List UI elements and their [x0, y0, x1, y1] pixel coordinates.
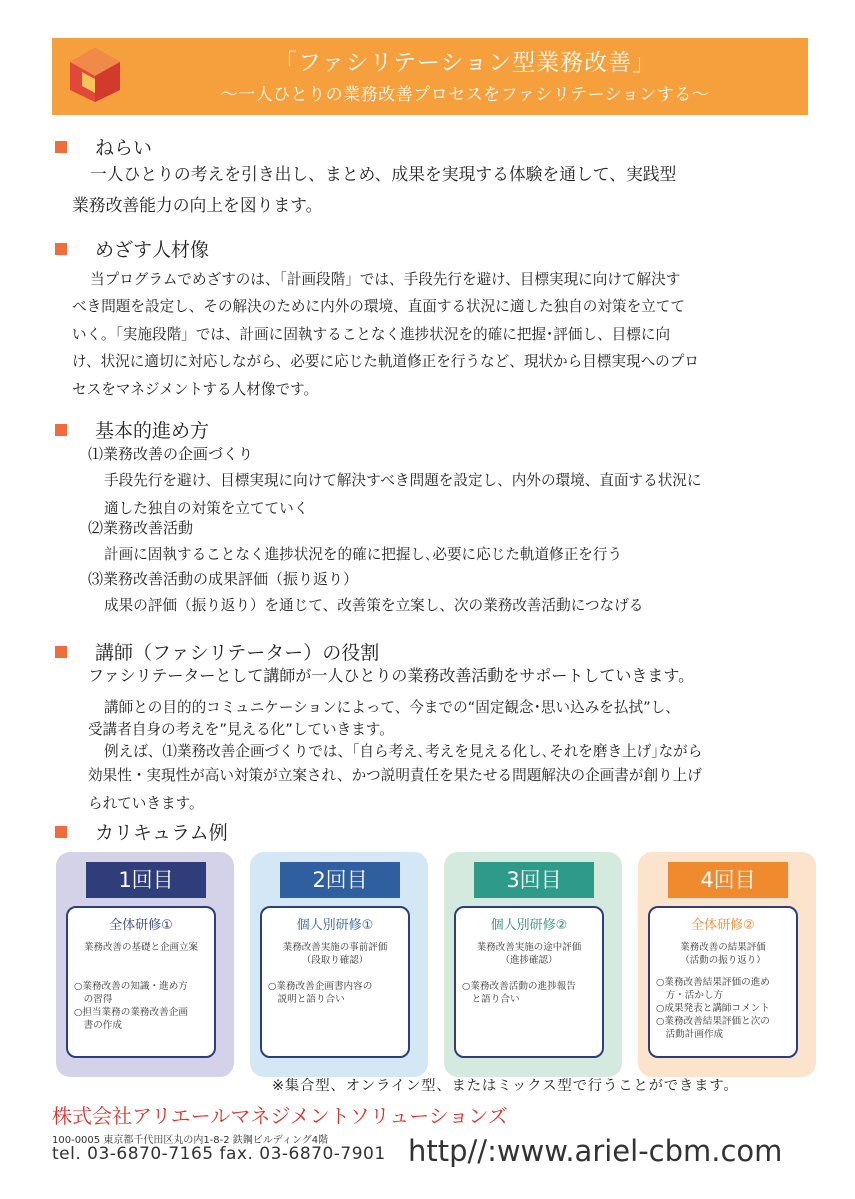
section-heading-aim: ねらい	[55, 133, 152, 160]
list-item: ○業務改善結果評価の進め 方・活かし方	[656, 977, 770, 1001]
page-subtitle: 〜一人ひとりの業務改善プロセスをファシリテーションする〜	[220, 85, 710, 105]
curriculum-box-1	[66, 906, 216, 1058]
curriculum-items-3	[462, 980, 604, 1006]
curriculum-subtitle-2: 業務改善実施の事前評価 （段取り確認）	[282, 942, 388, 966]
aim-text-2: 業務改善能力の向上を図ります。	[72, 195, 323, 215]
list-item: ○担当業務の業務改善企画 書の作成	[74, 1007, 188, 1031]
role-text-4: 効果性・実現性が高い対策が立案され、かつ説明責任を果たせる問題解決の企画書が創り上げ られていきます。	[88, 767, 702, 812]
company-logo-icon	[68, 46, 122, 104]
method-item-1-label: ⑴業務改善の企画づくり	[88, 445, 254, 463]
list-item: ○業務改善活動の進捗報告 と語り合い	[462, 981, 576, 1005]
company-name: 株式会社アリエールマネジメントソリューションズ	[52, 1104, 508, 1128]
curriculum-title-1: 全体研修①	[109, 918, 173, 933]
curriculum-round-2: 2回目	[280, 862, 400, 898]
target-text-first: 当プログラムでめざすのは、「計画段階」では、手段先行を避け、目標実現に向けて解決す	[90, 271, 681, 288]
page-title: 「ファシリテーション型業務改善」	[273, 50, 657, 76]
curriculum-box-3	[454, 906, 604, 1058]
bullet-square-icon	[55, 646, 67, 658]
curriculum-subtitle-1: 業務改善の基礎と企画立案	[83, 942, 198, 953]
curriculum-items-2	[268, 980, 410, 1006]
company-url-link[interactable]: http//:www.ariel-cbm.com	[408, 1134, 783, 1168]
role-text-3: 例えば、⑴業務改善企画づくりでは、｢自ら考え､考えを見える化し､それを磨き上げ｣ながら	[104, 743, 703, 760]
curriculum-subtitle-3: 業務改善実施の途中評価 （進捗確認）	[476, 942, 582, 966]
curriculum-title-4: 全体研修②	[691, 918, 755, 933]
bullet-square-icon	[55, 826, 67, 838]
method-item-3-label: ⑶業務改善活動の成果評価（振り返り）	[88, 570, 359, 588]
method-item-2-label: ⑵業務改善活動	[88, 519, 194, 537]
bullet-square-icon	[55, 141, 67, 153]
company-phone-fax: tel. 03-6870-7165 fax. 03-6870-7901	[52, 1144, 386, 1164]
role-text-1: 講師との目的的コミュニケーションによって、今までの“固定観念･思い込みを払拭”し、	[104, 699, 680, 716]
list-item: ○業務改善結果評価と次の 活動計画作成	[656, 1016, 770, 1040]
list-item: ○業務改善企画書内容の 説明と語り合い	[268, 981, 373, 1005]
curriculum-box-4	[648, 906, 798, 1058]
curriculum-round-3: 3回目	[474, 862, 594, 898]
bullet-square-icon	[55, 424, 67, 436]
aim-text: 一人ひとりの考えを引き出し、まとめ、成果を実現する体験を通して、実践型	[90, 164, 677, 184]
role-text-2: 受講者自身の考えを”見える化”していきます。	[88, 721, 394, 738]
method-item-3-text: 成果の評価（振り返り）を通じて、改善策を立案し、次の業務改善活動につなげる	[104, 597, 644, 614]
role-lead: ファシリテーターとして講師が一人ひとりの業務改善活動をサポートしていきます。	[88, 666, 695, 685]
list-item: ○成果発表と講師コメント	[656, 1003, 770, 1014]
bullet-square-icon	[55, 243, 67, 255]
section-heading-role: 講師（ファシリテーター）の役割	[55, 638, 379, 665]
target-text: べき問題を設定し、その解決のために内外の環境、直面する状況に適した独自の対策を立てて いく。「実施段階」では、計画に固執することなく進捗状況を的確に把握･評価し、目標に向 け、状況に適切に対応しながら、必要に応じた軌道修正を行うなど、現状から目標実現へのプロ セスをマネジメントする人材像です。	[72, 298, 699, 398]
section-heading-target: めざす人材像	[55, 235, 209, 262]
section-heading-method: 基本的進め方	[55, 416, 209, 443]
curriculum-subtitle-4: 業務改善の結果評価 （活動の振り返り）	[680, 942, 766, 966]
method-item-1-text: 手段先行を避け、目標実現に向けて解決すべき問題を設定し、内外の環境、直面する状況に 適した独自の対策を立てていく	[104, 472, 702, 517]
curriculum-round-4: 4回目	[668, 862, 788, 898]
method-item-2-text: 計画に固執することなく進捗状況を的確に把握し､必要に応じた軌道修正を行う	[104, 546, 623, 563]
curriculum-items-4	[656, 976, 798, 1041]
curriculum-box-2	[260, 906, 410, 1058]
curriculum-items-1	[74, 980, 216, 1032]
curriculum-title-3: 個人別研修②	[490, 918, 568, 933]
company-address: 100-0005 東京都千代田区丸の内1-8-2 鉄鋼ビルディング4階	[52, 1135, 329, 1146]
delivery-note: ※集合型、オンライン型、またはミックス型で行うことができます。	[272, 1078, 739, 1094]
curriculum-title-2: 個人別研修①	[296, 918, 374, 933]
section-heading-curriculum: カリキュラム例	[55, 818, 228, 845]
list-item: ○業務改善の知識・進め方 の習得	[74, 981, 188, 1005]
curriculum-round-1: 1回目	[86, 862, 206, 898]
